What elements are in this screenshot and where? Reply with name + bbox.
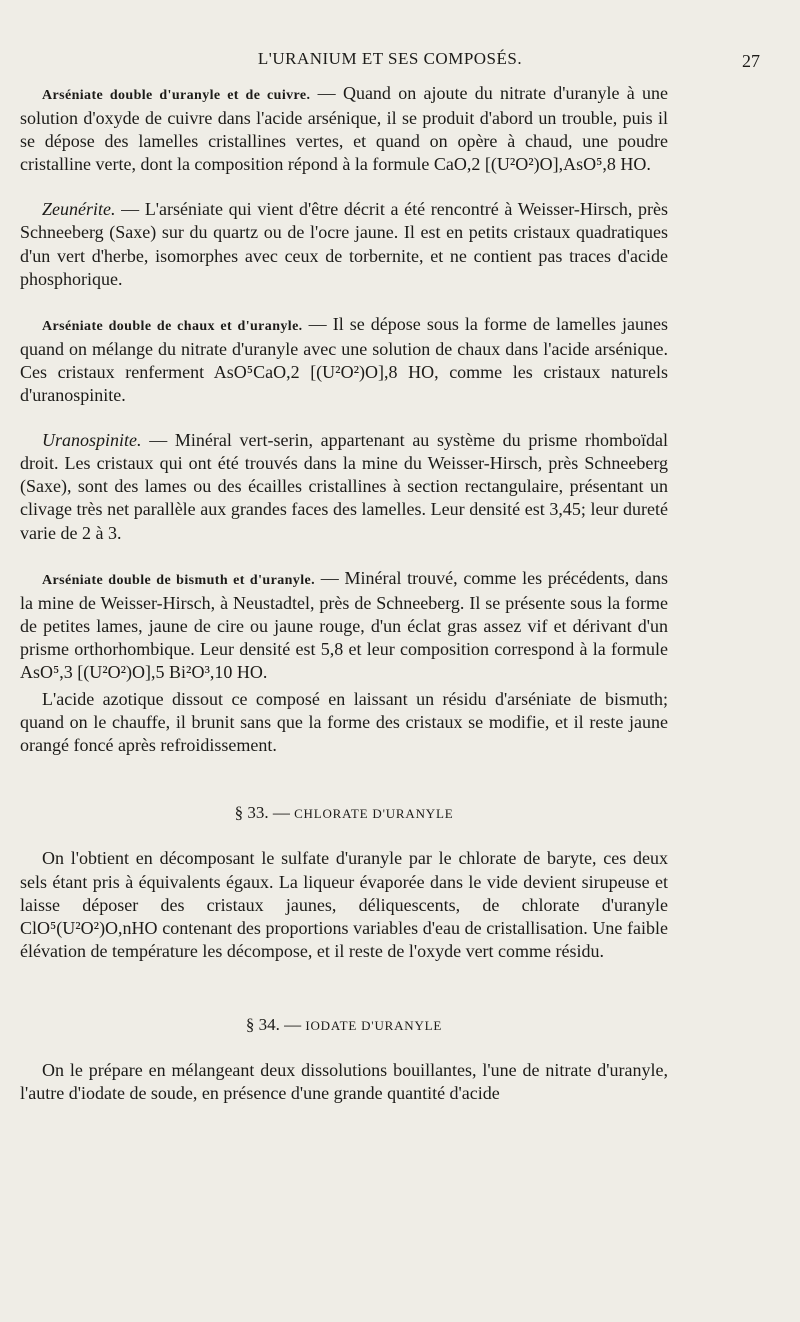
- paragraph-lead: Uranospinite.: [42, 430, 142, 451]
- paragraph-chlorate: [20, 847, 668, 962]
- paragraph-iodate: [20, 1059, 668, 1105]
- paragraph-acide-azotique: [20, 688, 668, 757]
- paragraph-text: — Il se dépose sous la forme de lamelles jaunes quand on mélange du nitrate d'uranyle avec une solution de chaux dans l'acide arsénique. Ces cristaux renferment AsO⁵CaO,2 [(U²O²)O],8 HO, comme les cristaux naturels d'uranospinite.: [20, 313, 669, 406]
- page-header: [20, 47, 760, 75]
- paragraph-text: — Minéral vert-serin, appartenant au système du prisme rhomboïdal droit. Les cristaux qui ont été trouvés dans la mine du Weisser-Hirsch, près Schneeberg (Saxe), sont des lames ou des écailles cristallines à section rectangulaire, présentant un clivage très net parallèle aux grandes faces des lamelles. Leur densité est 3,45; leur dureté varie de 2 à 3.: [20, 430, 668, 543]
- paragraph-lead: Zeunérite.: [42, 199, 116, 220]
- paragraph-text: L'acide azotique dissout ce composé en laissant un résidu d'arséniate de bismuth; quand on le chauffe, il brunit sans que la forme des cristaux se modifie, et il reste jaune orangé foncé après refroidissement.: [20, 689, 668, 756]
- section-number: § 33. —: [234, 803, 290, 823]
- paragraph-text: On le prépare en mélangeant deux dissolutions bouillantes, l'une de nitrate d'uranyle, l'autre d'iodate de soude, en présence d'une grande quantité d'acide: [20, 1060, 668, 1104]
- running-title: L'URANIUM ET SES COMPOSÉS.: [257, 49, 523, 68]
- section-title: CHLORATE D'URANYLE: [294, 806, 454, 822]
- paragraph-lead: Arséniate double d'uranyle et de cuivre.: [42, 88, 311, 103]
- paragraph-uranospinite: [20, 429, 668, 544]
- paragraph-text: — Quand on ajoute du nitrate d'uranyle à une solution d'oxyde de cuivre dans l'acide arsénique, il se produit d'abord un trouble, puis il se dépose des lamelles cristallines vertes, et quand on opère à chaud, une poudre cristalline verte, dont la composition répond à la formule CaO,2 [(U²O²)O],AsO⁵,8 HO.: [20, 83, 669, 175]
- paragraph-text: — L'arséniate qui vient d'être décrit a été rencontré à Weisser-Hirsch, près Schneeberg (Saxe) sur du quartz ou de l'ocre jaune. Il est en petits cristaux quadratiques d'un vert d'herbe, isomorphes avec ceux de torbernite, et ne contient pas traces d'acide phosphorique.: [20, 199, 668, 289]
- section-title: IODATE D'URANYLE: [305, 1017, 443, 1033]
- paragraph-lead: Arséniate double de bismuth et d'uranyle.: [42, 572, 316, 588]
- page-number: 27: [742, 51, 760, 71]
- paragraph-text: — Minéral trouvé, comme les précédents, dans la mine de Weisser-Hirsch, à Neustadtel, près de Schneeberg. Il se présente sous la forme de petites lames, jaune de cire ou jaune rouge, d'un éclat gras assez vif et dérivant d'un prisme orthorhombique. Leur densité est 5,8 et leur composition correspond à la formule AsO⁵,3 [(U²O²)O],5 Bi²O³,10 HO.: [20, 567, 669, 682]
- section-number: § 34. —: [245, 1014, 302, 1034]
- section-heading-34: [20, 1013, 668, 1037]
- paragraph-zeunerite: [20, 198, 668, 290]
- paragraph-arseniate-cuivre: [20, 82, 668, 176]
- paragraph-arseniate-chaux: [20, 313, 668, 407]
- paragraph-text: On l'obtient en décomposant le sulfate d'uranyle par le chlorate de baryte, ces deux sels étant pris à équivalents égaux. La liqueur évaporée dans le vide devient sirupeuse et laisse déposer des cristaux jaunes, déliquescents, de chlorate d'uranyle ClO⁵(U²O²)O,nHO contenant des proportions variables d'eau de cristallisation. Une faible élévation de température les décompose, et il reste de l'oxyde vert comme résidu.: [20, 848, 668, 961]
- paragraph-lead: Arséniate double de chaux et d'uranyle.: [42, 318, 303, 334]
- paragraph-arseniate-bismuth: [20, 567, 668, 684]
- page-body: [20, 82, 668, 1105]
- section-heading-33: [20, 801, 668, 825]
